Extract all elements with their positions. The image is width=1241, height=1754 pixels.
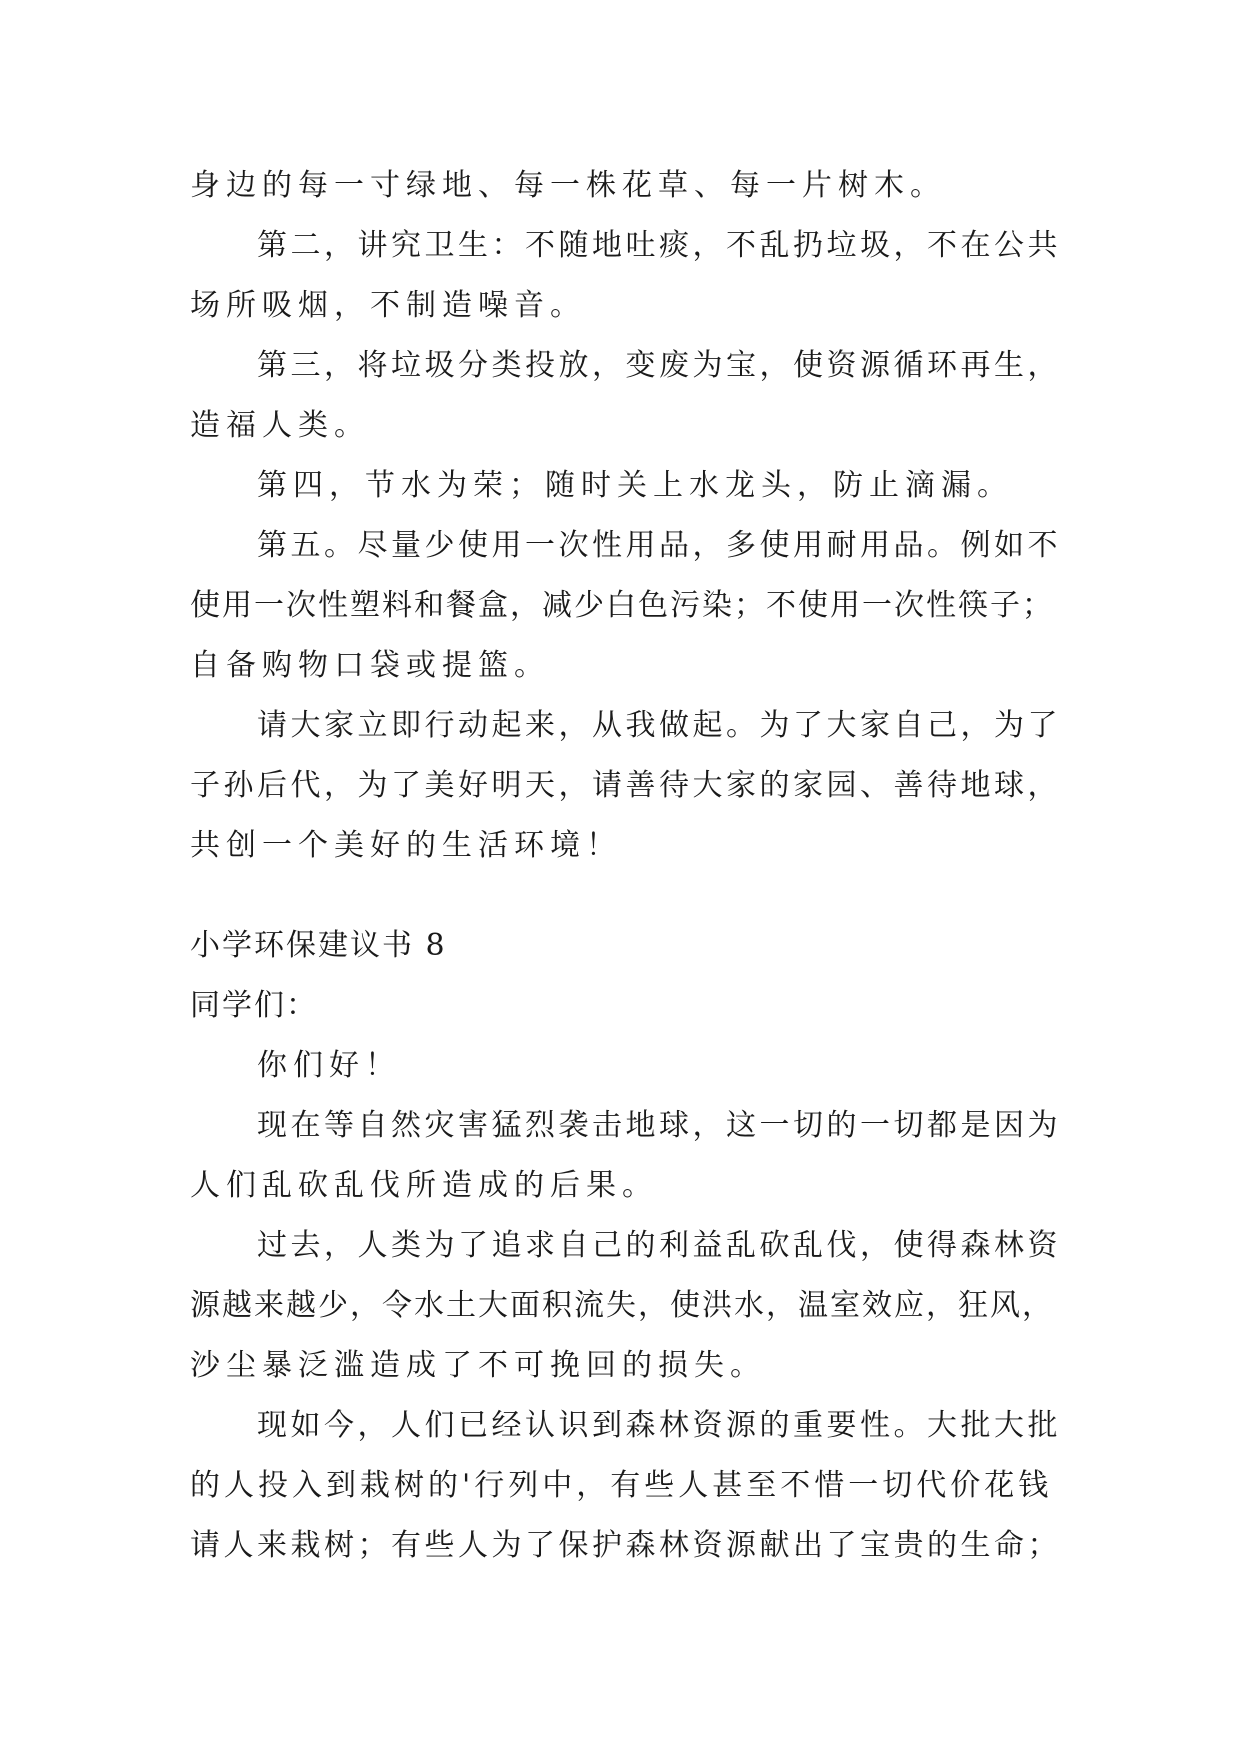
paragraph-line: 现如今，人们已经认识到森林资源的重要性。大批大批 (257, 1408, 1061, 1443)
paragraph-line: 自备购物口袋或提篮。 (190, 648, 550, 683)
paragraph-line: 过去，人类为了追求自己的利益乱砍乱伐，使得森林资 (257, 1228, 1061, 1263)
greeting: 你们好！ (257, 1048, 401, 1083)
paragraph-line: 的人投入到栽树的'行列中，有些人甚至不惜一切代价花钱 (190, 1468, 1053, 1503)
paragraph-line: 使用一次性塑料和餐盒，减少白色污染；不使用一次性筷子； (190, 588, 1054, 623)
paragraph-line: 源越来越少，令水土大面积流失，使洪水，温室效应，狂风， (190, 1288, 1054, 1323)
paragraph-line: 现在等自然灾害猛烈袭击地球，这一切的一切都是因为 (257, 1108, 1061, 1143)
paragraph-line: 第三，将垃圾分类投放，变废为宝，使资源循环再生， (257, 348, 1061, 383)
paragraph-line: 沙尘暴泛滥造成了不可挽回的损失。 (190, 1348, 766, 1383)
paragraph-line: 子孙后代，为了美好明天，请善待大家的家园、善待地球， (190, 768, 1061, 803)
paragraph-line: 第四，节水为荣；随时关上水龙头，防止滴漏。 (257, 468, 1013, 503)
paragraph-line: 共创一个美好的生活环境！ (190, 828, 622, 863)
section-heading: 小学环保建议书 8 (190, 928, 447, 963)
paragraph-line: 人们乱砍乱伐所造成的后果。 (190, 1168, 658, 1203)
paragraph-line: 身边的每一寸绿地、每一株花草、每一片树木。 (190, 168, 946, 203)
paragraph-line: 造福人类。 (190, 408, 370, 443)
paragraph-line: 请人来栽树；有些人为了保护森林资源献出了宝贵的生命； (190, 1528, 1061, 1563)
paragraph-line: 请大家立即行动起来，从我做起。为了大家自己，为了 (257, 708, 1061, 743)
paragraph-line: 第二，讲究卫生：不随地吐痰，不乱扔垃圾，不在公共 (257, 228, 1061, 263)
paragraph-line: 场所吸烟，不制造噪音。 (190, 288, 586, 323)
salutation: 同学们： (190, 988, 318, 1023)
paragraph-line: 第五。尽量少使用一次性用品，多使用耐用品。例如不 (257, 528, 1061, 563)
